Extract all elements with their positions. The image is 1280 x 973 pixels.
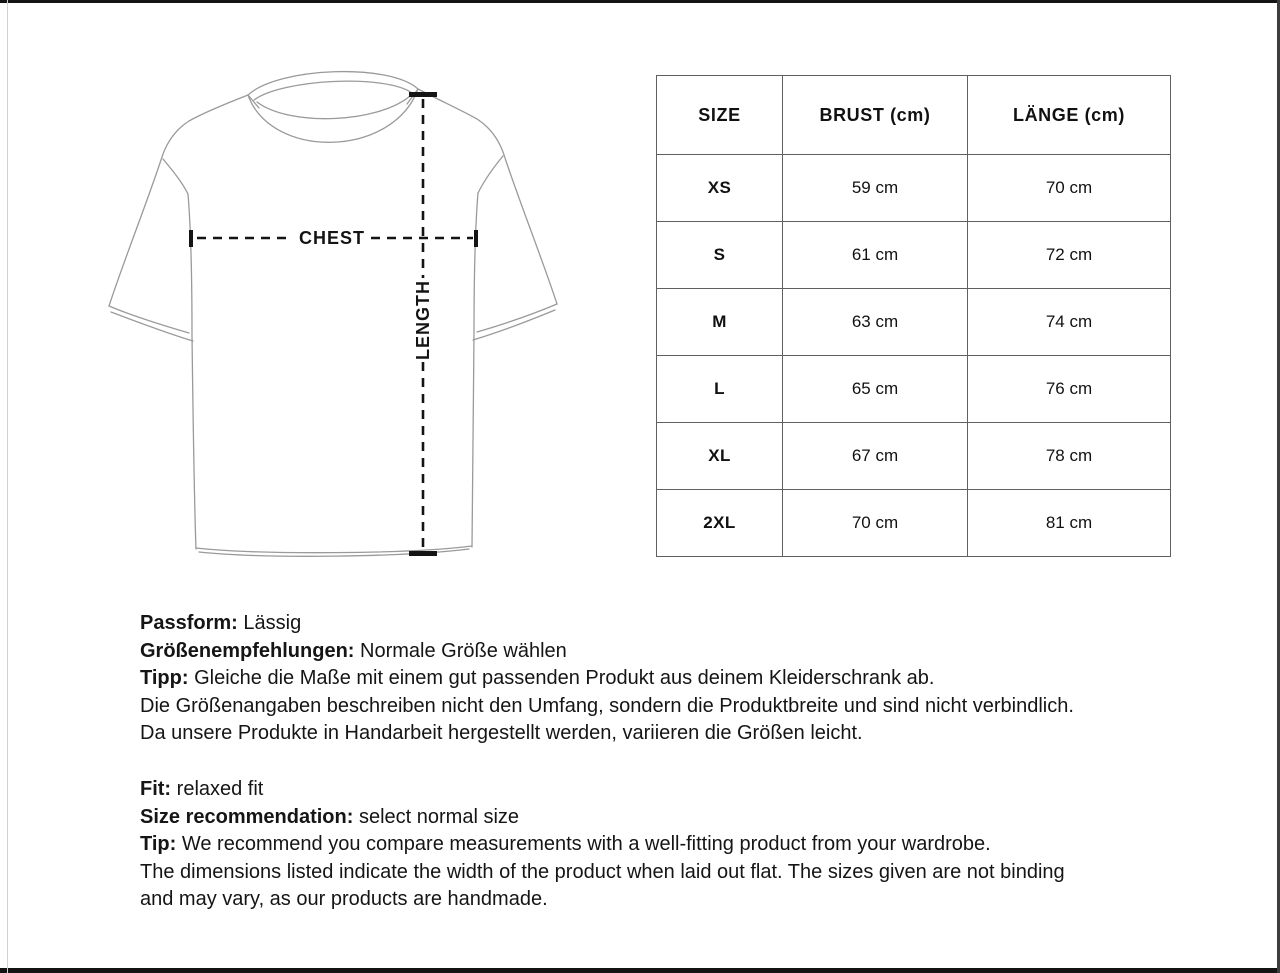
tip-label-en: Tip: xyxy=(140,833,177,855)
size-value: XS xyxy=(657,155,783,222)
fit-line-en xyxy=(140,776,1065,804)
table-row xyxy=(657,289,1171,356)
length-value: 70 cm xyxy=(968,155,1171,222)
size-value: XL xyxy=(657,423,783,490)
chest-measure-line xyxy=(189,228,478,248)
length-measure-line xyxy=(409,92,437,556)
table-row xyxy=(657,490,1171,557)
recommendation-value-de: Normale Größe wählen xyxy=(360,639,567,662)
chest-value: 63 cm xyxy=(783,289,968,356)
table-row xyxy=(657,356,1171,423)
table-row xyxy=(657,423,1171,490)
tshirt-body-lines xyxy=(109,72,557,557)
note-line1-en: The dimensions listed indicate the width of the product when laid out flat. The sizes given are not binding xyxy=(140,860,1065,883)
header-length: LÄNGE (cm) xyxy=(968,76,1171,155)
info-block-german xyxy=(140,610,1074,748)
tip-value-en: We recommend you compare measurements with a well-fitting product from your wardrobe. xyxy=(181,833,991,855)
header-size: SIZE xyxy=(657,76,783,155)
fit-value-de: Lässig xyxy=(243,612,302,634)
tip-label-de: Tipp: xyxy=(140,667,189,689)
frame-border-left xyxy=(7,0,8,973)
size-table xyxy=(656,75,1171,557)
length-value: 81 cm xyxy=(968,490,1171,557)
fit-value-en: relaxed fit xyxy=(176,778,264,800)
length-label: LENGTH xyxy=(413,280,433,360)
chest-label: CHEST xyxy=(298,228,366,248)
length-value: 78 cm xyxy=(968,423,1171,490)
tshirt-outline-drawing xyxy=(85,65,585,575)
info-block-english xyxy=(140,776,1065,914)
fit-line-de xyxy=(140,610,1074,638)
size-value: L xyxy=(657,356,783,423)
frame-border-bottom xyxy=(0,968,1280,973)
recommendation-label-en: Size recommendation: xyxy=(140,805,354,828)
note-line2-de: Da unsere Produkte in Handarbeit hergestellt werden, variieren die Größen leicht. xyxy=(140,722,863,744)
fit-label-de: Passform: xyxy=(140,612,238,634)
note-line1-de: Die Größenangaben beschreiben nicht den Umfang, sondern die Produktbreite und sind nicht verbindlich. xyxy=(140,694,1074,717)
frame-border-top xyxy=(0,0,1280,3)
chest-value: 61 cm xyxy=(783,222,968,289)
tshirt-measurement-diagram xyxy=(85,65,585,575)
recommendation-value-en: select normal size xyxy=(358,805,520,828)
note-line2-en: and may vary, as our products are handmade. xyxy=(140,888,548,910)
recommendation-line-de xyxy=(140,638,1074,666)
recommendation-label-de: Größenempfehlungen: xyxy=(140,639,355,662)
fit-label-en: Fit: xyxy=(140,778,172,800)
size-value: 2XL xyxy=(657,490,783,557)
length-value: 72 cm xyxy=(968,222,1171,289)
chest-value: 65 cm xyxy=(783,356,968,423)
length-value: 74 cm xyxy=(968,289,1171,356)
chest-value: 67 cm xyxy=(783,423,968,490)
size-value: M xyxy=(657,289,783,356)
tip-line-de xyxy=(140,665,1074,693)
tip-line-en xyxy=(140,831,1065,859)
size-table-header-row xyxy=(657,76,1171,155)
length-value: 76 cm xyxy=(968,356,1171,423)
chest-value: 70 cm xyxy=(783,490,968,557)
chest-value: 59 cm xyxy=(783,155,968,222)
header-chest: BRUST (cm) xyxy=(783,76,968,155)
table-row xyxy=(657,222,1171,289)
table-row xyxy=(657,155,1171,222)
size-value: S xyxy=(657,222,783,289)
tip-value-de: Gleiche die Maße mit einem gut passenden Produkt aus deinem Kleiderschrank ab. xyxy=(194,667,935,689)
recommendation-line-en xyxy=(140,804,1065,832)
